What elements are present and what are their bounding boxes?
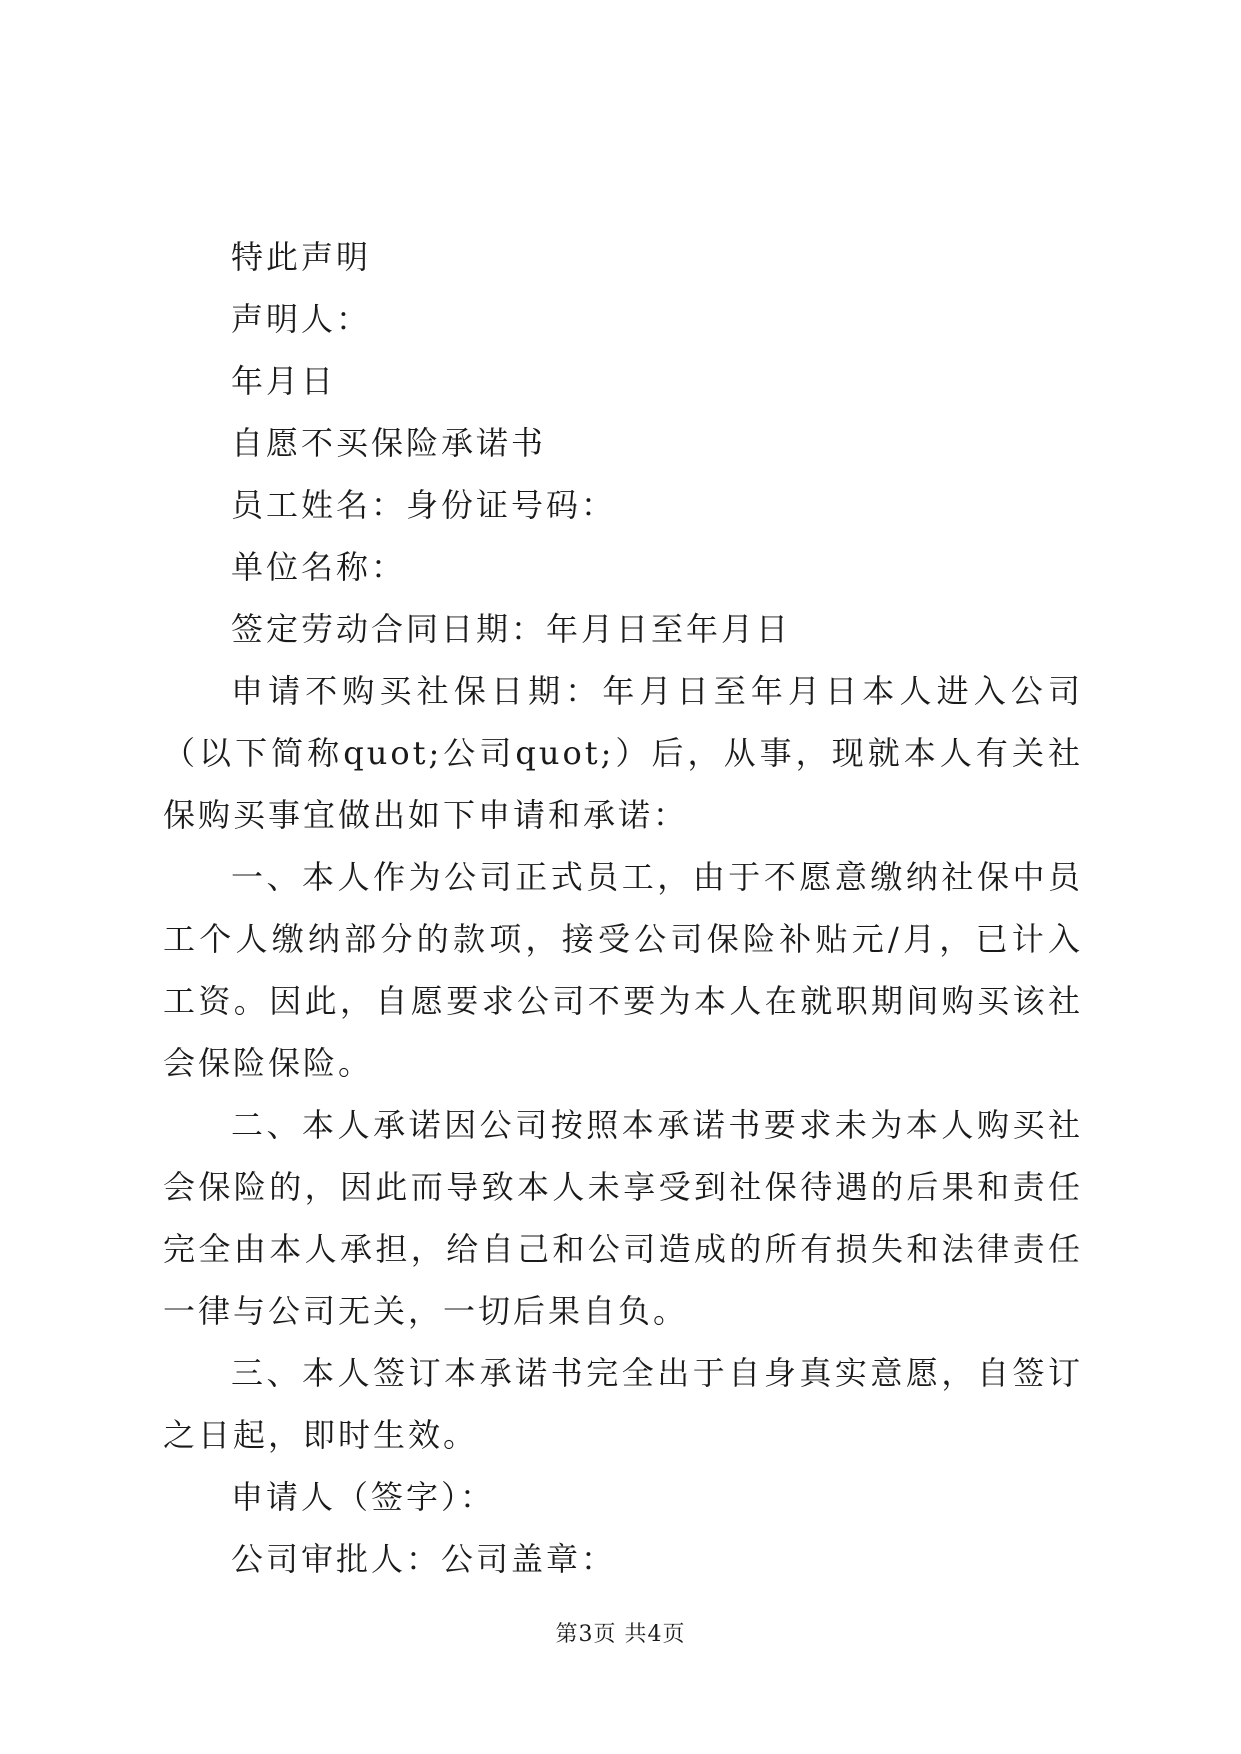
clause-two: 二、本人承诺因公司按照本承诺书要求未为本人购买社会保险的，因此而导致本人未享受到社保待遇的后果和责任完全由本人承担，给自己和公司造成的所有损失和法律责任一律与公司无关，一切后果自负。 bbox=[163, 1106, 1083, 1330]
applicant-signature-field: 申请人（签字）： bbox=[231, 1478, 496, 1516]
company-name-field: 单位名称： bbox=[231, 548, 407, 586]
declarant-label: 声明人： bbox=[231, 300, 372, 338]
document-title: 自愿不买保险承诺书 bbox=[231, 424, 547, 462]
approver-seal-field: 公司审批人：公司盖章： bbox=[231, 1540, 617, 1578]
document-body bbox=[163, 226, 1083, 1590]
employee-name-id-field: 员工姓名：身份证号码： bbox=[231, 486, 617, 524]
contract-date-field: 签定劳动合同日期：年月日至年月日 bbox=[231, 610, 792, 648]
application-paragraph: 申请不购买社保日期：年月日至年月日本人进入公司（以下简称quot;公司quot;）后，从事，现就本人有关社保购买事宜做出如下申请和承诺： bbox=[163, 672, 1083, 834]
declaration-closing: 特此声明 bbox=[231, 238, 372, 276]
clause-one: 一、本人作为公司正式员工，由于不愿意缴纳社保中员工个人缴纳部分的款项，接受公司保险补贴元/月，已计入工资。因此，自愿要求公司不要为本人在就职期间购买该社会保险保险。 bbox=[163, 858, 1083, 1082]
date-placeholder: 年月日 bbox=[231, 362, 337, 400]
clause-three: 三、本人签订本承诺书完全出于自身真实意愿，自签订之日起，即时生效。 bbox=[163, 1354, 1083, 1454]
page-number: 第3页 共4页 bbox=[555, 1622, 686, 1647]
